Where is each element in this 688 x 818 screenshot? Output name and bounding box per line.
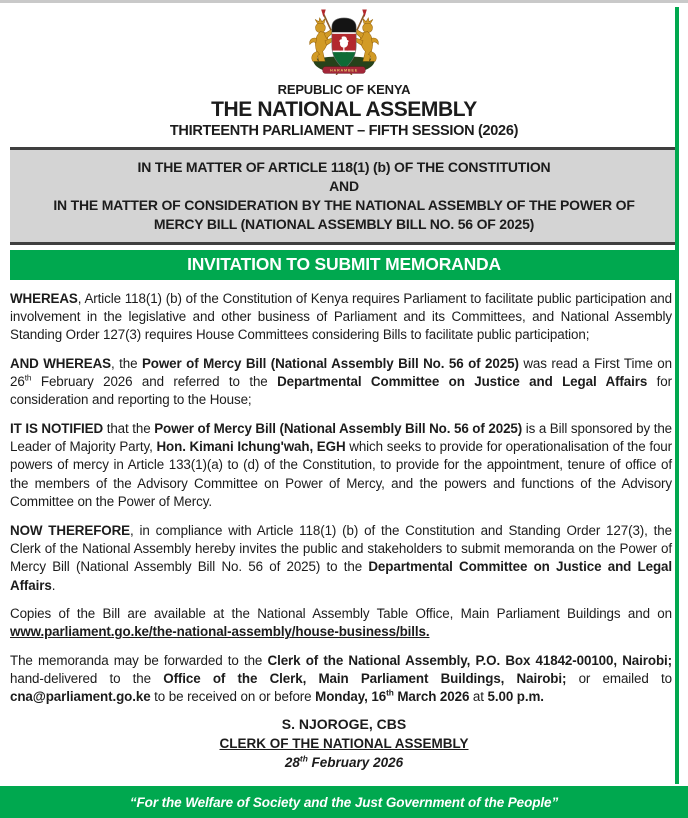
- text-run: at: [469, 689, 488, 705]
- invitation-banner: INVITATION TO SUBMIT MEMORANDA: [10, 250, 678, 280]
- kenya-coat-of-arms-icon: [285, 8, 403, 78]
- paragraph: [10, 290, 672, 345]
- signature-name: S. NJOROGE, CBS: [281, 715, 407, 732]
- matter-line-2: AND: [329, 177, 359, 194]
- text-run: 28: [284, 755, 300, 771]
- matter-line-1: IN THE MATTER OF ARTICLE 118(1) (b) OF THE CONSTITUTION: [137, 159, 551, 175]
- text-run: IT IS NOTIFIED: [10, 420, 104, 436]
- notice-body: [10, 290, 672, 707]
- paragraph: [10, 355, 672, 410]
- text-run: March 2026: [393, 689, 470, 705]
- text-run: .: [51, 577, 56, 593]
- text-run: Power of Mercy Bill (National Assembly Bill No. 56 of 2025): [141, 355, 519, 371]
- text-run: hand-delivered to the: [10, 671, 164, 687]
- right-green-border: [675, 7, 679, 784]
- text-run: or emailed to: [566, 671, 672, 687]
- text-run: , the: [110, 355, 142, 371]
- text-run: NOW THEREFORE: [10, 522, 130, 538]
- document-header: [0, 3, 688, 139]
- text-run: Power of Mercy Bill (National Assembly Bill No. 56 of 2025): [154, 420, 523, 436]
- matter-line-3: IN THE MATTER OF CONSIDERATION BY THE NATIONAL ASSEMBLY OF THE POWER OF MERCY BILL (NATIONAL ASSEMBLY BILL NO. 56 OF 2025): [53, 196, 635, 232]
- text-run: , Article 118(1) (b) of the Constitution of Kenya requires Parliament to facilitate public participation and involvement in the legislative and other business of Parliament and its Committees, and National Assembly Standing Order 127(3) requires House Committees considering Bills to facilitate public participation;: [10, 290, 672, 343]
- paragraph: [10, 652, 672, 707]
- text-run: was read a First Time on 26: [10, 355, 673, 389]
- text-run: cna@parliament.go.ke: [10, 689, 151, 705]
- text-run: th: [299, 753, 308, 764]
- text-run: for consideration and reporting to the House;: [10, 374, 673, 408]
- text-run: that the: [103, 420, 155, 436]
- session-subtitle: THIRTEENTH PARLIAMENT – FIFTH SESSION (2026): [169, 123, 519, 139]
- text-run: to be received on or before: [150, 689, 316, 705]
- signature-block: [0, 715, 688, 772]
- text-run: Hon. Kimani Ichung'wah, EGH: [156, 439, 346, 455]
- text-run: 5.00 p.m.: [487, 689, 544, 705]
- text-run: th: [386, 687, 394, 698]
- assembly-title: THE NATIONAL ASSEMBLY: [211, 98, 477, 121]
- text-run: , in compliance with Article 118(1) (b) of the Constitution and Standing Order 127(3), the Clerk of the National Assembly hereby invites the public and stakeholders to submit memoranda on the Power of Mercy Bill (National Assembly Bill No. 56 of 2025) to the: [10, 522, 672, 575]
- paragraph: [10, 522, 672, 595]
- paragraph: [10, 420, 672, 512]
- text-run: Copies of the Bill are available at the National Assembly Table Office, Main Parliament Buildings and on: [10, 605, 672, 621]
- footer-motto: “For the Welfare of Society and the Just Government of the People”: [129, 794, 559, 810]
- text-run: Departmental Committee on Justice and Legal Affairs: [10, 559, 672, 593]
- bill-url-link[interactable]: www.parliament.go.ke/the-national-assembly/house-business/bills.: [10, 624, 430, 640]
- text-run: February 2026: [307, 755, 404, 771]
- text-run: Departmental Committee on Justice and Legal Affairs: [277, 374, 648, 389]
- text-run: AND WHEREAS: [10, 355, 111, 371]
- text-run: which seeks to provide for operationalisation of the four powers of mercy in Article 133(1)(a) to (d) of the Constitution, to provide for the appointment, tenure of office of the members of the Advisory Committee on Power of Mercy, and the powers and functions of the Advisory Committee on the Power of Mercy.: [10, 439, 673, 510]
- signature-date: [0, 754, 688, 772]
- matter-box: [10, 147, 678, 245]
- signature-title: CLERK OF THE NATIONAL ASSEMBLY: [219, 735, 469, 751]
- svg-text:HARAMBEE: HARAMBEE: [329, 68, 359, 73]
- text-run: WHEREAS: [10, 290, 78, 306]
- text-run: is a Bill sponsored by the Leader of Majority Party,: [10, 420, 673, 455]
- text-run: Monday, 16: [315, 689, 387, 705]
- republic-title: REPUBLIC OF KENYA: [277, 82, 411, 97]
- text-run: th: [24, 372, 32, 383]
- text-run: Office of the Clerk, Main Parliament Buildings, Nairobi;: [163, 671, 567, 687]
- footer-motto-band: [0, 786, 688, 818]
- paragraph: [10, 605, 672, 642]
- text-run: The memoranda may be forwarded to the: [10, 652, 268, 668]
- text-run: Clerk of the National Assembly, P.O. Box 41842-00100, Nairobi;: [267, 652, 672, 668]
- text-run: February 2026 and referred to the: [31, 374, 278, 389]
